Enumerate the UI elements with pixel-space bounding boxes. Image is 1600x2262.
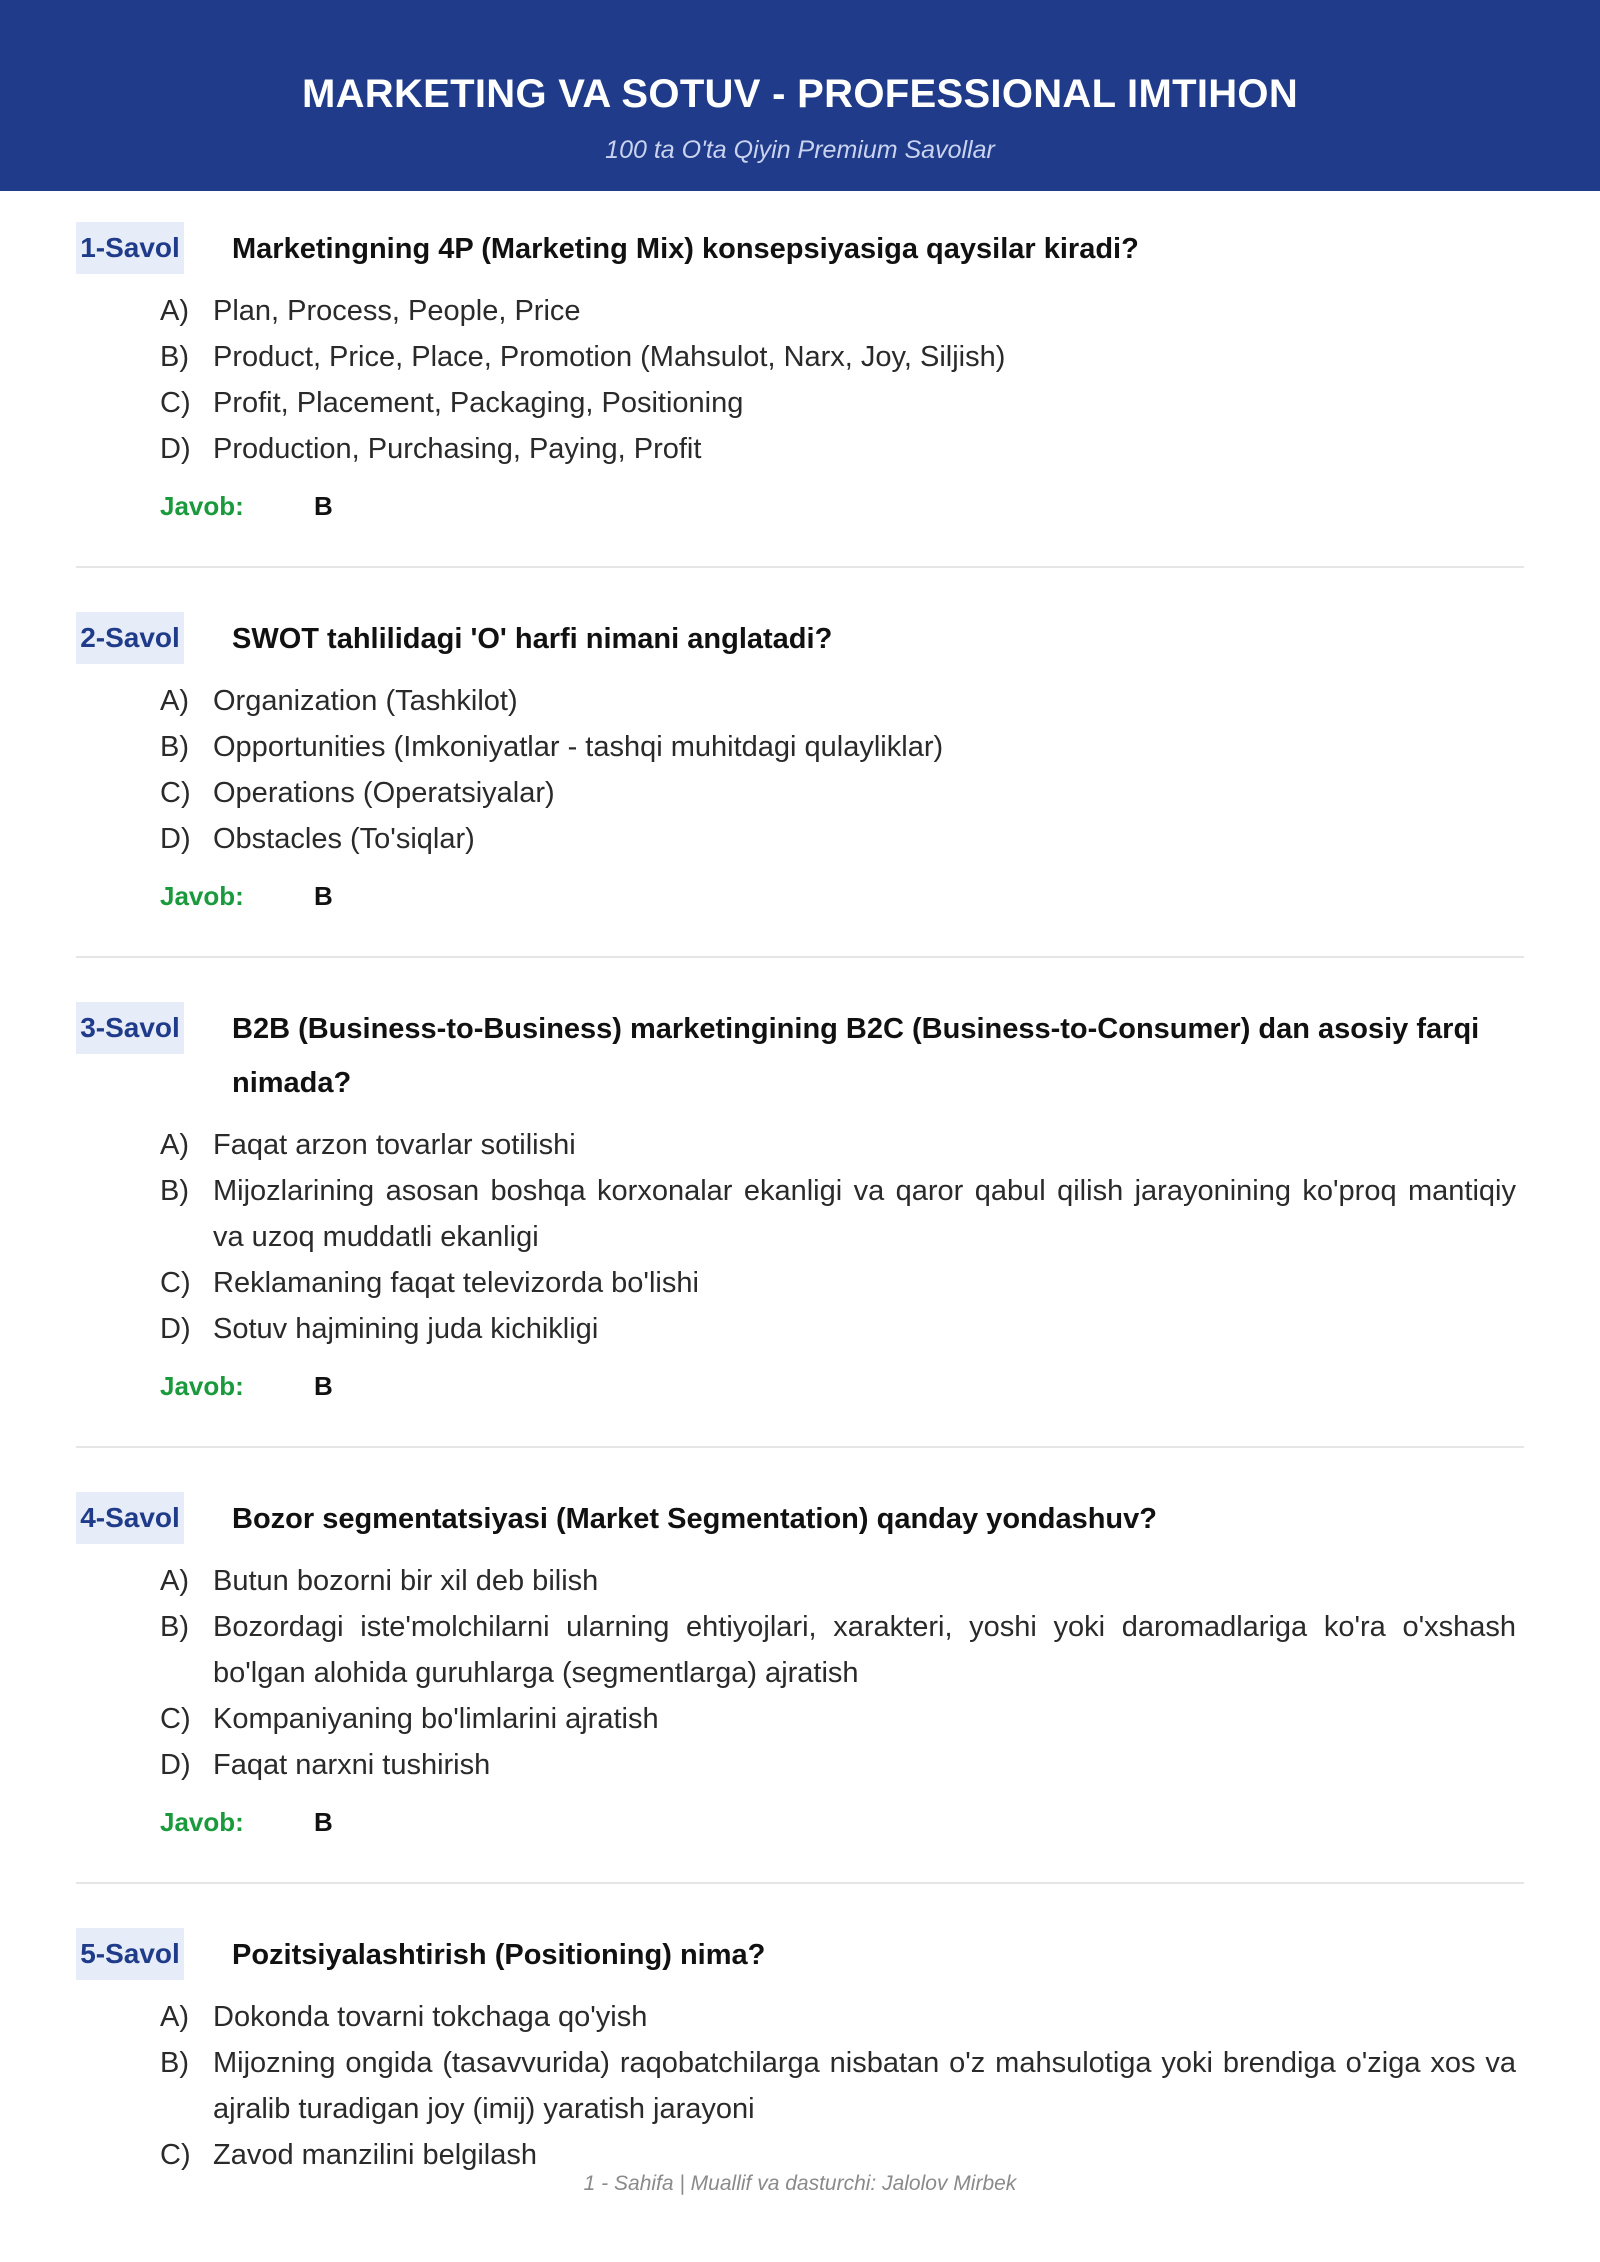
page-subtitle: 100 ta O'ta Qiyin Premium Savollar <box>605 136 995 164</box>
option-item <box>160 724 1516 770</box>
options-list <box>160 1122 1516 1352</box>
option-item <box>160 1168 1516 1260</box>
option-text: Bozordagi iste'molchilarni ularning ehtiyojlari, xarakteri, yoshi yoki daromadlariga ko'ra o'xshash bo'lgan alohida guruhlarga (segmentlarga) ajratish <box>213 1611 1516 1689</box>
option-text: Operations (Operatsiyalar) <box>213 777 555 809</box>
option-text: Faqat narxni tushirish <box>213 1749 491 1781</box>
answer-label: Javob: <box>160 491 244 521</box>
answer-label: Javob: <box>160 1807 244 1837</box>
option-item <box>160 1994 1516 2040</box>
answer-row <box>160 1802 1524 1842</box>
option-text: Kompaniyaning bo'limlarini ajratish <box>213 1703 659 1735</box>
option-item <box>160 380 1516 426</box>
option-letter: C) <box>160 1703 191 1735</box>
option-text: Faqat arzon tovarlar sotilishi <box>213 1129 576 1161</box>
option-text: Obstacles (To'siqlar) <box>213 823 475 855</box>
question-number-badge: 2-Savol <box>76 612 184 664</box>
answer-value: B <box>314 1371 333 1401</box>
question-number-badge: 1-Savol <box>76 222 184 274</box>
option-text: Dokonda tovarni tokchaga qo'yish <box>213 2001 648 2033</box>
question-number-badge: 5-Savol <box>76 1928 184 1980</box>
question-text: B2B (Business-to-Business) marketingining B2C (Business-to-Consumer) dan asosiy farqi nimada? <box>232 1013 1480 1099</box>
options-list <box>160 1558 1516 1788</box>
option-text: Sotuv hajmining juda kichikligi <box>213 1313 599 1345</box>
answer-value: B <box>314 1807 333 1837</box>
option-text: Opportunities (Imkoniyatlar - tashqi muhitdagi qulayliklar) <box>213 731 944 763</box>
answer-row <box>160 1366 1524 1406</box>
option-item <box>160 1260 1516 1306</box>
option-item <box>160 678 1516 724</box>
option-letter: C) <box>160 387 191 419</box>
question-block <box>76 1002 1524 1448</box>
option-item <box>160 1696 1516 1742</box>
option-text: Mijozlarining asosan boshqa korxonalar ekanligi va qaror qabul qilish jarayonining ko'proq mantiqiy va uzoq muddatli ekanligi <box>213 1175 1516 1253</box>
page-title: MARKETING VA SOTUV - PROFESSIONAL IMTIHON <box>301 72 1299 116</box>
question-number-badge: 4-Savol <box>76 1492 184 1544</box>
option-letter: D) <box>160 823 191 855</box>
question-text: SWOT tahlilidagi 'O' harfi nimani anglatadi? <box>232 623 833 655</box>
options-list <box>160 1994 1516 2178</box>
option-text: Plan, Process, People, Price <box>213 295 581 327</box>
answer-row <box>160 486 1524 526</box>
page-header <box>0 0 1600 191</box>
question-block <box>76 1492 1524 1884</box>
page-footer: 1 - Sahifa | Muallif va dasturchi: Jalolov Mirbek <box>583 2172 1017 2195</box>
option-item <box>160 2040 1516 2132</box>
questions-list <box>76 222 1524 2218</box>
option-item <box>160 1604 1516 1696</box>
option-letter: C) <box>160 1267 191 1299</box>
option-letter: C) <box>160 2139 191 2171</box>
option-letter: B) <box>160 1175 189 1207</box>
answer-value: B <box>314 881 333 911</box>
option-item <box>160 1742 1516 1788</box>
option-letter: B) <box>160 731 189 763</box>
option-text: Profit, Placement, Packaging, Positioning <box>213 387 744 419</box>
question-block <box>76 222 1524 568</box>
option-item <box>160 770 1516 816</box>
question-block <box>76 612 1524 958</box>
question-number-badge: 3-Savol <box>76 1002 184 1054</box>
question-text: Bozor segmentatsiyasi (Market Segmentation) qanday yondashuv? <box>232 1503 1157 1535</box>
answer-row <box>160 876 1524 916</box>
option-item <box>160 816 1516 862</box>
option-item <box>160 288 1516 334</box>
option-text: Mijozning ongida (tasavvurida) raqobatchilarga nisbatan o'z mahsulotiga yoki brendiga o'ziga xos va ajralib turadigan joy (imij) yaratish jarayoni <box>213 2047 1516 2125</box>
option-letter: D) <box>160 1749 191 1781</box>
option-item <box>160 426 1516 472</box>
answer-label: Javob: <box>160 881 244 911</box>
option-letter: A) <box>160 1565 189 1597</box>
option-text: Butun bozorni bir xil deb bilish <box>213 1565 599 1597</box>
option-letter: A) <box>160 295 189 327</box>
option-letter: A) <box>160 1129 189 1161</box>
option-letter: B) <box>160 2047 189 2079</box>
option-letter: C) <box>160 777 191 809</box>
option-item <box>160 1558 1516 1604</box>
option-text: Organization (Tashkilot) <box>213 685 518 717</box>
option-text: Production, Purchasing, Paying, Profit <box>213 433 702 465</box>
question-text: Pozitsiyalashtirish (Positioning) nima? <box>232 1939 766 1971</box>
option-text: Zavod manzilini belgilash <box>213 2139 537 2171</box>
question-text: Marketingning 4P (Marketing Mix) konsepsiyasiga qaysilar kiradi? <box>232 233 1139 265</box>
option-letter: B) <box>160 341 189 373</box>
answer-value: B <box>314 491 333 521</box>
option-text: Product, Price, Place, Promotion (Mahsulot, Narx, Joy, Siljish) <box>213 341 1006 373</box>
option-item <box>160 1122 1516 1168</box>
options-list <box>160 288 1516 472</box>
option-item <box>160 1306 1516 1352</box>
option-letter: A) <box>160 2001 189 2033</box>
options-list <box>160 678 1516 862</box>
option-text: Reklamaning faqat televizorda bo'lishi <box>213 1267 699 1299</box>
option-letter: D) <box>160 1313 191 1345</box>
option-letter: D) <box>160 433 191 465</box>
option-letter: B) <box>160 1611 189 1643</box>
answer-label: Javob: <box>160 1371 244 1401</box>
option-item <box>160 334 1516 380</box>
option-letter: A) <box>160 685 189 717</box>
